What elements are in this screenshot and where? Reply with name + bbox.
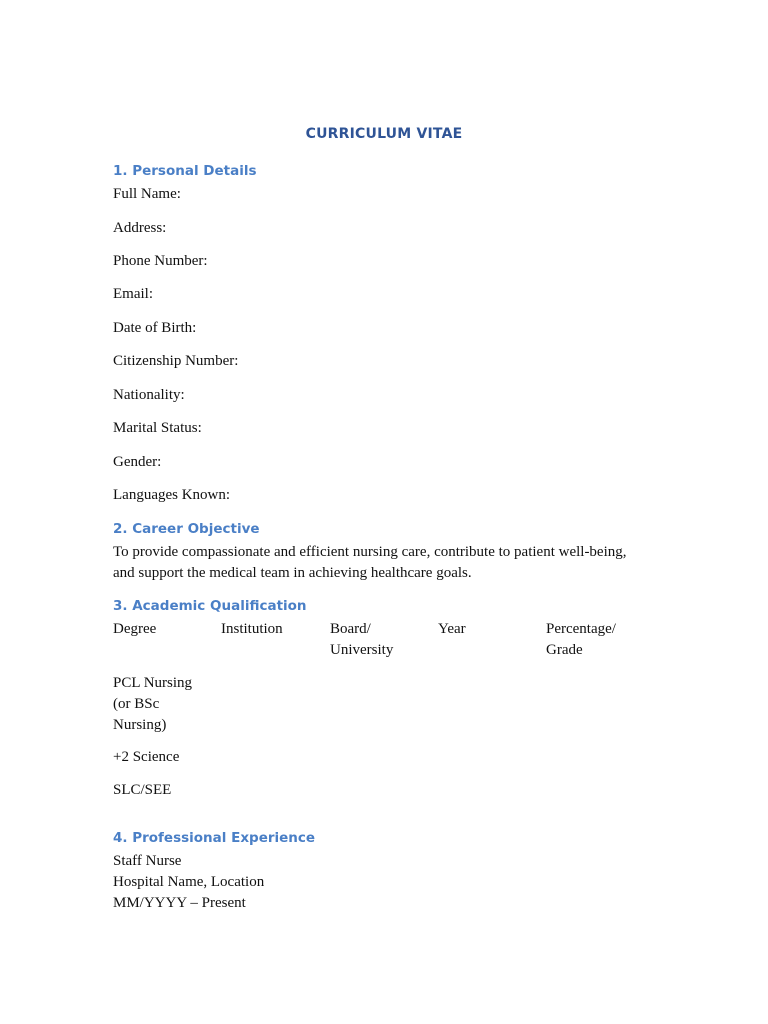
column-header-board-university: Board/ University [330, 621, 394, 658]
hospital-name-location: Hospital Name, Location [113, 874, 265, 890]
date-of-birth-label: Date of Birth: [113, 320, 197, 336]
column-header-year: Year [438, 621, 466, 637]
email-label: Email: [113, 286, 153, 302]
marital-status-label: Marital Status: [113, 420, 202, 436]
career-objective-text: To provide compassionate and efficient nursing care, contribute to patient well-being, and support the medical team in achieving healthcare goals. [113, 544, 627, 581]
nationality-label: Nationality: [113, 387, 185, 403]
column-header-percentage-grade: Percentage/ Grade [546, 621, 616, 658]
table-row-degree: SLC/SEE [113, 782, 172, 798]
gender-label: Gender: [113, 454, 162, 470]
phone-number-label: Phone Number: [113, 253, 208, 269]
document-title: CURRICULUM VITAE [305, 126, 463, 142]
career-objective-heading: 2. Career Objective [113, 521, 260, 537]
full-name-label: Full Name: [113, 186, 181, 202]
personal-details-heading: 1. Personal Details [113, 163, 257, 179]
professional-experience-heading: 4. Professional Experience [113, 830, 316, 846]
table-row-degree: +2 Science [113, 749, 180, 765]
languages-known-label: Languages Known: [113, 487, 231, 503]
column-header-institution: Institution [221, 621, 283, 637]
address-label: Address: [113, 220, 167, 236]
employment-period: MM/YYYY – Present [113, 895, 246, 911]
table-row-degree: PCL Nursing (or BSc Nursing) [113, 675, 193, 733]
citizenship-number-label: Citizenship Number: [113, 353, 239, 369]
column-header-degree: Degree [113, 621, 157, 637]
academic-qualification-heading: 3. Academic Qualification [113, 598, 307, 614]
job-title: Staff Nurse [113, 853, 182, 869]
